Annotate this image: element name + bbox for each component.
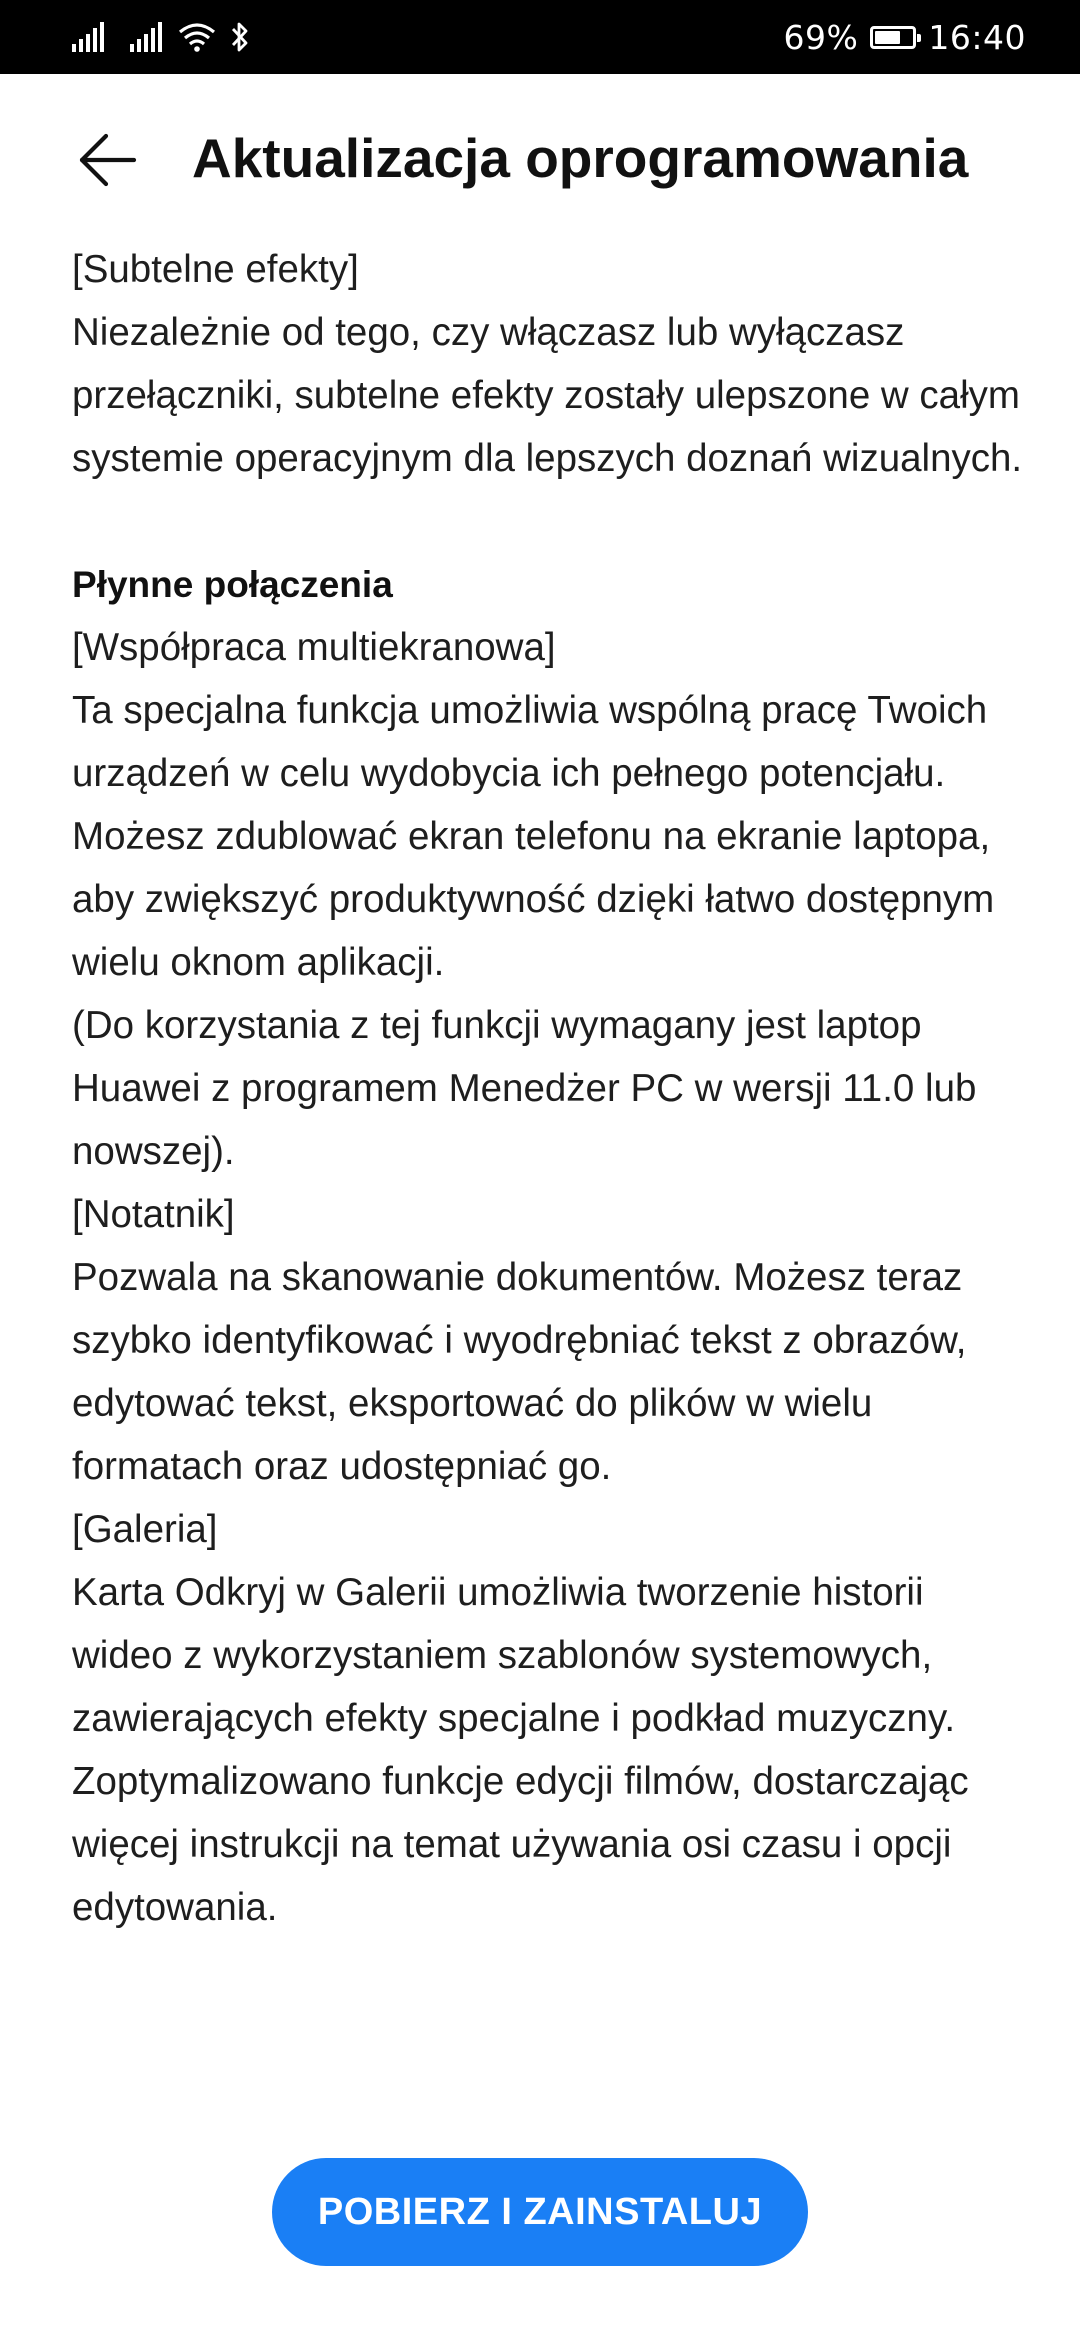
page-title: Aktualizacja oprogramowania — [192, 127, 969, 189]
status-bar — [0, 0, 1080, 74]
back-button[interactable] — [66, 124, 150, 196]
release-notes — [72, 238, 1032, 1939]
section-heading: Płynne połączenia — [72, 564, 393, 605]
feature-tag: [Współpraca multiekranowa] — [72, 626, 556, 669]
feature-description: Karta Odkryj w Galerii umożliwia tworzenie historii wideo z wykorzystaniem szablonów systemowych, zawierających efekty specjalne i podkład muzyczny. — [72, 1571, 956, 1740]
spacer — [72, 490, 1032, 553]
battery-percent: 69% — [783, 17, 859, 57]
battery-tip — [917, 34, 921, 42]
feature-description: Pozwala na skanowanie dokumentów. Możesz teraz szybko identyfikować i wyodrębniać tekst z obrazów, edytować tekst, eksportować do plików w wielu formatach oraz udostępniać go. — [72, 1256, 967, 1488]
arrow-left-icon — [76, 132, 140, 188]
feature-description: Ta specjalna funkcja umożliwia wspólną pracę Twoich urządzeń w celu wydobycia ich pełnego potencjału. Możesz zdublować ekran telefonu na ekranie laptopa, aby zwiększyć produktywność dzięki łatwo dostępnym wielu oknom aplikacji. — [72, 689, 995, 984]
feature-note: (Do korzystania z tej funkcji wymagany jest laptop Huawei z programem Menedżer PC w wersji 11.0 lub nowszej). — [72, 1004, 977, 1173]
signal-icon — [72, 22, 106, 52]
signal-icon — [130, 22, 164, 52]
battery-level-fill — [875, 31, 900, 44]
feature-description: Zoptymalizowano funkcje edycji filmów, dostarczając więcej instrukcji na temat używania osi czasu i opcji edytowania. — [72, 1760, 969, 1929]
bluetooth-icon — [230, 21, 250, 53]
status-icons-left — [72, 14, 250, 60]
status-icons-right — [784, 0, 1026, 74]
feature-tag: [Notatnik] — [72, 1193, 235, 1236]
wifi-icon — [178, 22, 216, 52]
download-install-button[interactable]: POBIERZ I ZAINSTALUJ — [272, 2158, 808, 2266]
feature-description: Niezależnie od tego, czy włączasz lub wyłączasz przełączniki, subtelne efekty zostały ulepszone w całym systemie operacyjnym dla lepszych doznań wizualnych. — [72, 311, 1023, 480]
battery-icon — [870, 26, 916, 49]
app-header — [0, 100, 1080, 220]
feature-tag: [Subtelne efekty] — [72, 248, 359, 291]
feature-tag: [Galeria] — [72, 1508, 218, 1551]
clock: 16:40 — [928, 17, 1026, 57]
